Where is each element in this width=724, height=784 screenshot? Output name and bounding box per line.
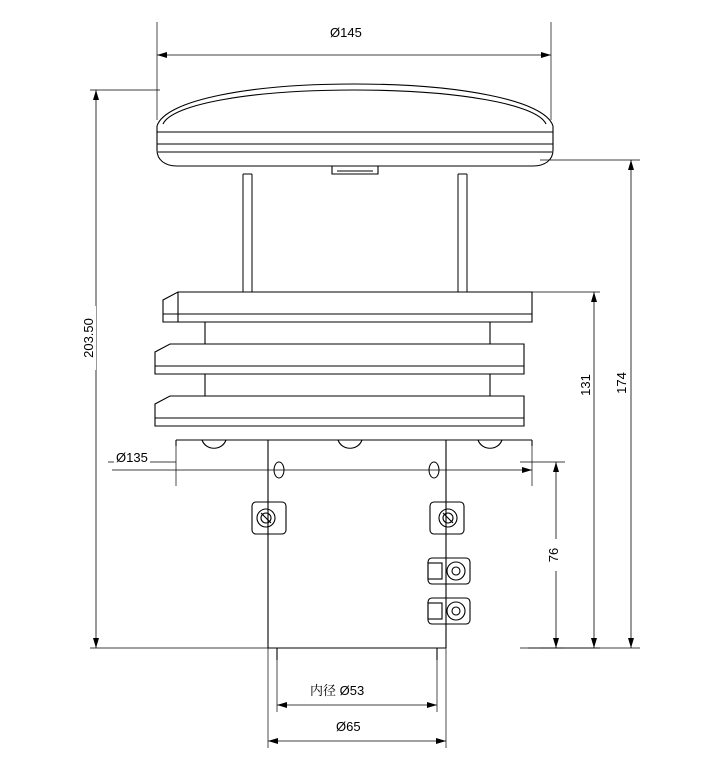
dimension-label-right-outer-height: 174 [615, 365, 629, 401]
side-connectors [252, 502, 470, 624]
dimension-lines [93, 52, 634, 744]
dimension-label-overall-height: 203.50 [82, 306, 96, 370]
top-dome-assembly [157, 84, 553, 174]
support-posts [243, 174, 467, 292]
base-plate [176, 440, 532, 448]
dimension-label-inner-diameter: 内径 Ø53 [310, 683, 365, 698]
radiation-shield-plates [155, 292, 532, 426]
dimension-label-top-diameter: Ø145 [330, 25, 362, 40]
dimension-label-mount-plate-diameter: Ø135 [116, 450, 148, 465]
dimension-label-lower-height: 76 [547, 539, 561, 571]
dimension-label-bottom-diameter: Ø65 [336, 719, 361, 734]
lower-housing [268, 440, 446, 660]
dimension-label-right-inner-height: 131 [579, 367, 593, 403]
